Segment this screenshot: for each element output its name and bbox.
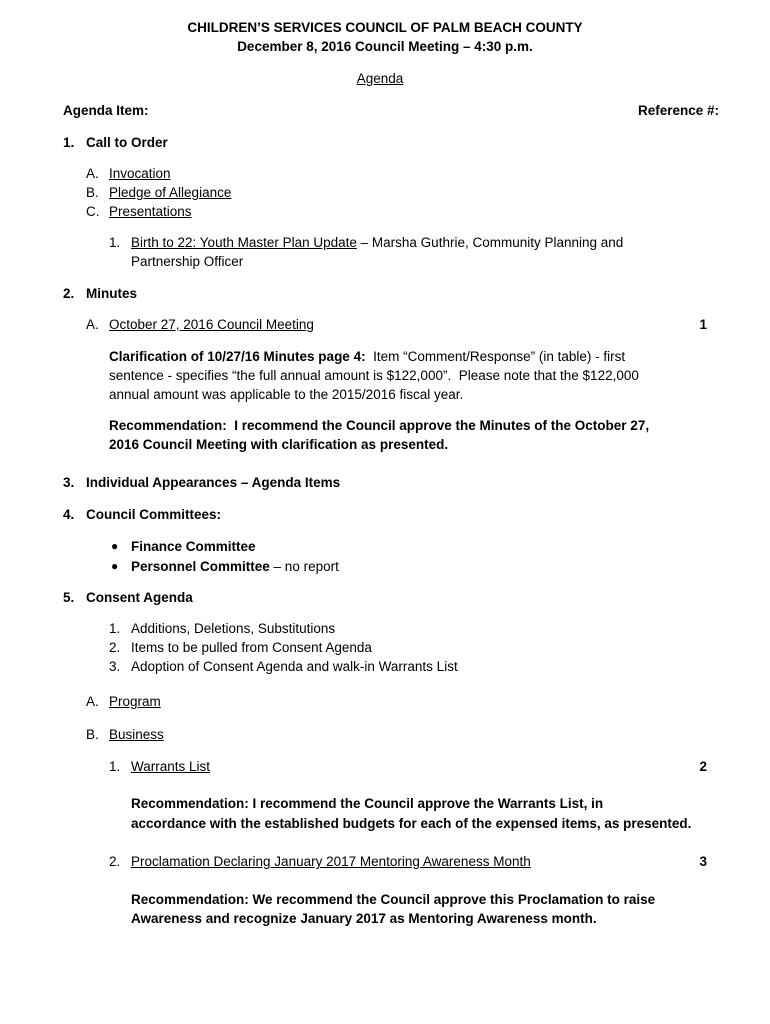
item-letter: B.: [86, 727, 99, 742]
reference-number-3: 3: [699, 854, 707, 869]
consent-item-1: [109, 619, 335, 638]
warrants-recommendation-line-1: Recommendation: I recommend the Council approve the Warrants List, in: [131, 796, 604, 811]
section-3-heading: [63, 473, 340, 492]
reference-number-1: 1: [699, 317, 707, 332]
item-presentations: [86, 202, 192, 221]
program-link[interactable]: Program: [109, 694, 161, 709]
section-4-heading: [63, 505, 221, 524]
presentations-link[interactable]: Presentations: [109, 204, 192, 219]
item-letter: C.: [86, 204, 100, 219]
bullet-icon: ●: [111, 559, 119, 573]
presentation-1: [109, 233, 623, 252]
consent-item-text: Additions, Deletions, Substitutions: [131, 621, 336, 636]
org-title: CHILDREN’S SERVICES COUNCIL OF PALM BEACH COUNTY: [187, 20, 583, 35]
meeting-date: December 8, 2016 Council Meeting – 4:30 p.m.: [237, 39, 533, 54]
section-title: Council Committees:: [86, 507, 222, 522]
section-title: Consent Agenda: [86, 590, 193, 605]
youth-master-plan-link[interactable]: Birth to 22: Youth Master Plan Update: [131, 235, 357, 250]
consent-item-3: [109, 657, 458, 676]
section-title: Individual Appearances – Agenda Items: [86, 475, 341, 490]
consent-item-2: [109, 638, 372, 657]
presentation-1-line2: Partnership Officer: [131, 254, 244, 269]
item-letter: A.: [86, 317, 99, 332]
section-number: 2.: [63, 286, 75, 301]
section-2-heading: [63, 284, 137, 303]
item-program: [86, 692, 161, 711]
item-october-minutes: [86, 315, 314, 334]
item-number: 1.: [109, 759, 121, 774]
consent-item-text: Items to be pulled from Consent Agenda: [131, 640, 372, 655]
warrants-list-link[interactable]: Warrants List: [131, 759, 211, 774]
agenda-heading: Agenda: [356, 71, 404, 86]
invocation-link[interactable]: Invocation: [109, 166, 171, 181]
minutes-recommendation-line-2: 2016 Council Meeting with clarification as presented.: [109, 437, 449, 452]
section-number: 4.: [63, 507, 75, 522]
item-letter: B.: [86, 185, 99, 200]
clarification-label: Clarification of 10/27/16 Minutes page 4:: [109, 349, 366, 364]
business-link[interactable]: Business: [109, 727, 164, 742]
item-number: 1.: [109, 235, 121, 250]
clarification-line-1: [109, 347, 625, 366]
item-letter: A.: [86, 694, 99, 709]
presenter-text: – Marsha Guthrie, Community Planning and: [356, 235, 624, 250]
section-title: Call to Order: [86, 135, 168, 150]
section-title: Minutes: [86, 286, 138, 301]
warrants-list-item: [109, 757, 210, 776]
item-number: 2.: [109, 854, 121, 869]
personnel-committee-status: – no report: [269, 559, 339, 574]
minutes-recommendation-line-1: Recommendation: I recommend the Council approve the Minutes of the October 27,: [109, 418, 650, 433]
item-number: 2.: [109, 640, 121, 655]
item-letter: A.: [86, 166, 99, 181]
proclamation-link[interactable]: Proclamation Declaring January 2017 Mentoring Awareness Month: [131, 854, 531, 869]
section-number: 5.: [63, 590, 75, 605]
clarification-line-3: annual amount was applicable to the 2015/2016 fiscal year.: [109, 387, 464, 402]
personnel-committee-label: Personnel Committee: [131, 559, 270, 574]
reference-column-header: Reference #:: [637, 103, 719, 118]
personnel-committee: [131, 557, 339, 576]
october-minutes-link[interactable]: October 27, 2016 Council Meeting: [109, 317, 314, 332]
proclamation-recommendation-line-1: Recommendation: We recommend the Council approve this Proclamation to raise: [131, 892, 656, 907]
section-number: 1.: [63, 135, 75, 150]
section-1-heading: [63, 133, 168, 152]
item-number: 3.: [109, 659, 121, 674]
item-business: [86, 725, 164, 744]
finance-committee: Finance Committee: [131, 539, 256, 554]
proclamation-recommendation-line-2: Awareness and recognize January 2017 as Mentoring Awareness month.: [131, 911, 597, 926]
reference-number-2: 2: [699, 759, 707, 774]
clarification-line-2: sentence - specifies “the full annual amount is $122,000”. Please note that the $122,000: [109, 368, 639, 383]
item-invocation: [86, 164, 171, 183]
pledge-link[interactable]: Pledge of Allegiance: [109, 185, 232, 200]
consent-item-text: Adoption of Consent Agenda and walk-in Warrants List: [131, 659, 458, 674]
item-number: 1.: [109, 621, 121, 636]
agenda-item-column-header: Agenda Item:: [63, 103, 149, 118]
clarification-text: Item “Comment/Response” (in table) - first: [365, 349, 626, 364]
bullet-icon: ●: [111, 539, 119, 553]
item-pledge: [86, 183, 231, 202]
proclamation-item: [109, 852, 531, 871]
section-5-heading: [63, 588, 193, 607]
warrants-recommendation-line-2: accordance with the established budgets for each of the expensed items, as presented.: [131, 816, 692, 831]
section-number: 3.: [63, 475, 75, 490]
